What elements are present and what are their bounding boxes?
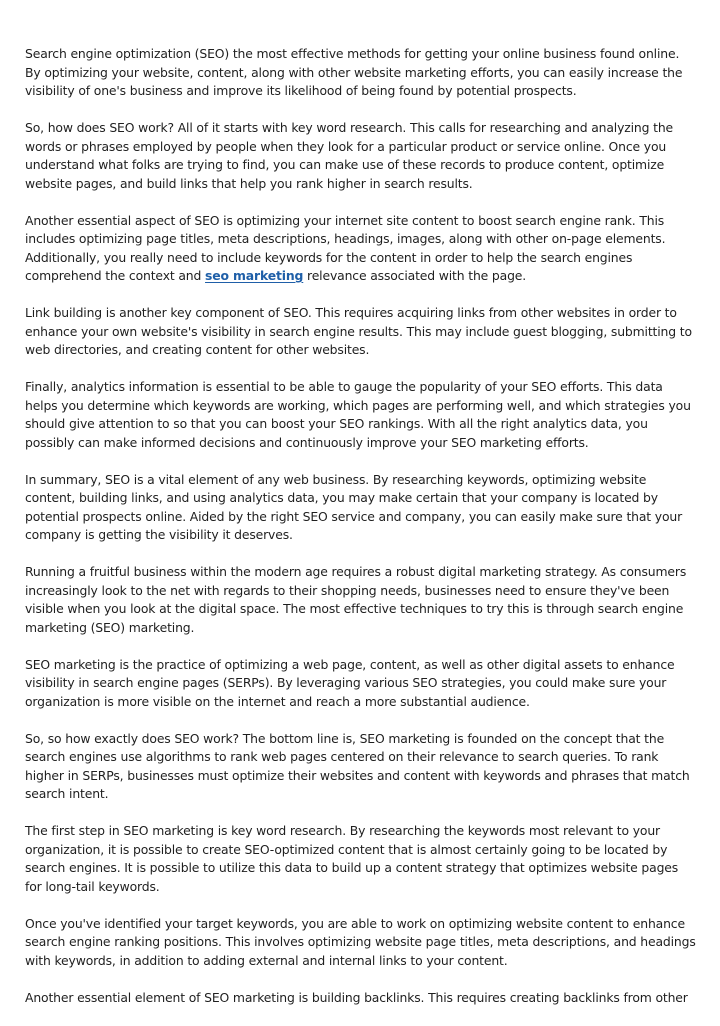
paragraph-2: So, how does SEO work? All of it starts with key word research. This calls for researching and analyzing the words or phrases employed by people when they look for a particular product or service online. Once you understand what folks are trying to find, you can make use of these records to produce content, optimize website pages, and build links that help you rank higher in search results.	[25, 120, 674, 191]
paragraph-1: Search engine optimization (SEO) the most effective methods for getting your online business found online. By optimizing your website, content, along with other website marketing efforts, you can easily increase the visibility of one's business and improve its likelihood of being found by potential prospects.	[25, 46, 683, 98]
paragraph-5: Finally, analytics information is essential to be able to gauge the popularity of your SEO efforts. This data helps you determine which keywords are working, which pages are performing well, and which strategies you should give attention to so that you can boost your SEO rankings. With all the right analytics data, you possibly can make informed decisions and continuously improve your SEO marketing efforts.	[25, 379, 691, 450]
paragraph-4: Link building is another key component of SEO. This requires acquiring links from other websites in order to enhance your own website's visibility in search engine results. This may include guest blogging, submitting to web directories, and creating content for other websites.	[25, 305, 692, 357]
paragraph-10: The first step in SEO marketing is key word research. By researching the keywords most relevant to your organization, it is possible to create SEO-optimized content that is almost certainly going to be located by search engines. It is possible to utilize this data to build up a content strategy that optimizes website pages for long-tail keywords.	[25, 823, 679, 894]
paragraph-3-text-after: relevance associated with the page.	[303, 268, 527, 283]
paragraph-12: Another essential element of SEO marketing is building backlinks. This requires creating backlinks from other	[25, 989, 688, 1005]
paragraph-11: Once you've identified your target keywords, you are able to work on optimizing website content to enhance search engine ranking positions. This involves optimizing website page titles, meta descriptions, and headings with keywords, in addition to adding external and internal links to your content.	[25, 915, 696, 968]
paragraph-7: Running a fruitful business within the modern age requires a robust digital marketing strategy. As consumers increasingly look to the net with regards to their shopping needs, businesses need to ensure they've been visible when you look at the digital space. The most effective techniques to try this is through search engine marketing (SEO) marketing.	[25, 564, 687, 635]
article-body	[25, 45, 697, 1026]
paragraph-6: In summary, SEO is a vital element of any web business. By researching keywords, optimizing website content, building links, and using analytics data, you may make certain that your company is located by potential prospects online. Aided by the right SEO service and company, you can easily make sure that your company is getting the visibility it deserves.	[25, 471, 683, 542]
paragraph-9: So, so how exactly does SEO work? The bottom line is, SEO marketing is founded on the concept that the search engines use algorithms to rank web pages centered on their relevance to search queries. To rank higher in SERPs, businesses must optimize their websites and content with keywords and phrases that match search intent.	[25, 730, 690, 801]
paragraph-3-text-before: Another essential aspect of SEO is optimizing your internet site content to boost search engine rank. This includes optimizing page titles, meta descriptions, headings, images, along with other on-page elements. Additionally, you really need to include keywords for the content in order to help the search engines comprehend the context and	[25, 212, 666, 283]
paragraph-8: SEO marketing is the practice of optimizing a web page, content, as well as other digital assets to enhance visibility in search engine pages (SERPs). By leveraging various SEO strategies, you could make sure your organization is more visible on the internet and reach a more substantial audience.	[25, 656, 675, 709]
paragraph-3	[25, 212, 697, 286]
seo-marketing-link[interactable]: seo marketing	[205, 268, 304, 283]
